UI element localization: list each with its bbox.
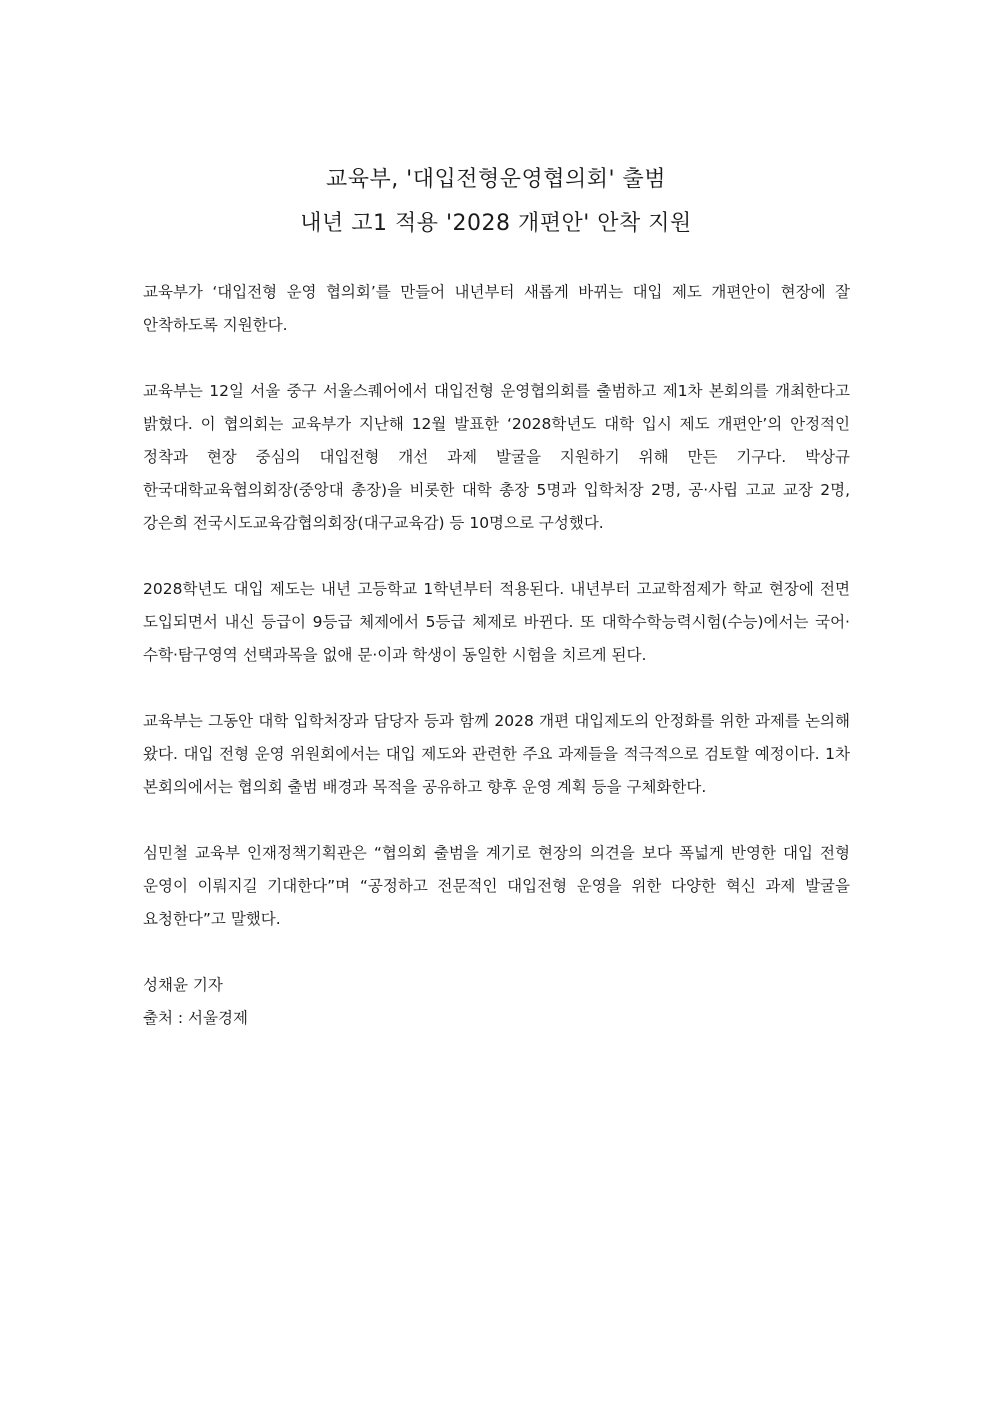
title-line-sub: 내년 고1 적용 '2028 개편안' 안착 지원 (300, 211, 692, 236)
paragraph-5: 심민철 교육부 인재정책기획관은 “협의회 출범을 계기로 현장의 의견을 보다 폭넓게 반영한 대입 전형 운영이 이뤄지길 기대한다”며 “공정하고 전문적인 대입전형 운영을 위한 다양한 혁신 과제 발굴을 요청한다”고 말했다. (143, 844, 850, 928)
paragraph-4: 교육부는 그동안 대학 입학처장과 담당자 등과 함께 2028 개편 대입제도의 안정화를 위한 과제를 논의해 왔다. 대입 전형 운영 위원회에서는 대입 제도와 관련한 주요 과제들을 적극적으로 검토할 예정이다. 1차 본회의에서는 협의회 출범 배경과 목적을 공유하고 향후 운영 계획 등을 구체화한다. (143, 712, 850, 796)
paragraph-2: 교육부는 12일 서울 중구 서울스퀘어에서 대입전형 운영협의회를 출범하고 제1차 본회의를 개최한다고 밝혔다. 이 협의회는 교육부가 지난해 12월 발표한 ‘2028학년도 대학 입시 제도 개편안’의 안정적인 정착과 현장 중심의 대입전형 개선 과제 발굴을 지원하기 위해 만든 기구다. 박상규 한국대학교육협의회장(중앙대 총장)을 비롯한 대학 총장 5명과 입학처장 2명, 공·사립 고교 교장 2명, 강은희 전국시도교육감협의회장(대구교육감) 등 10명으로 구성했다. (143, 382, 850, 532)
byline: 성채윤 기자 (143, 976, 223, 994)
article-footer (143, 969, 850, 1035)
paragraph-3: 2028학년도 대입 제도는 내년 고등학교 1학년부터 적용된다. 내년부터 고교학점제가 학교 현장에 전면 도입되면서 내신 등급이 9등급 체제에서 5등급 체제로 바뀐다. 또 대학수학능력시험(수능)에서는 국어·수학·탐구영역 선택과목을 없애 문·이과 학생이 동일한 시험을 치르게 된다. (143, 580, 850, 664)
source-credit: 출처 : 서울경제 (143, 1009, 248, 1027)
title-line-main: 교육부, '대입전형운영협의회' 출범 (325, 167, 667, 192)
article-title (0, 158, 992, 246)
article-body (143, 276, 850, 1035)
paragraph-1: 교육부가 ‘대입전형 운영 협의회’를 만들어 내년부터 새롭게 바뀌는 대입 제도 개편안이 현장에 잘 안착하도록 지원한다. (143, 283, 850, 334)
